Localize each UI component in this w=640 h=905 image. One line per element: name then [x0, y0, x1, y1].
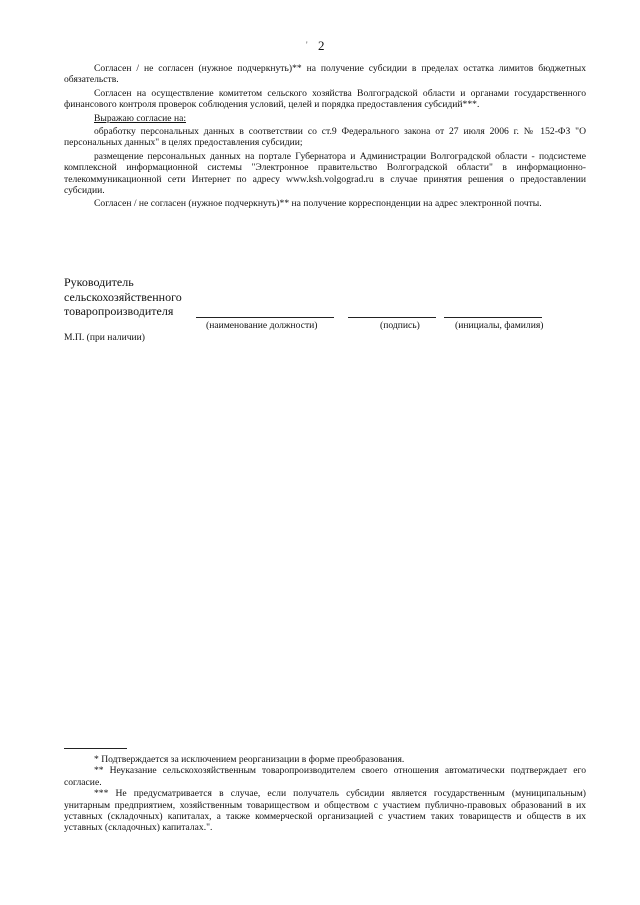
footnote-2: ** Неуказание сельскохозяйственным товаропроизводителем своего отношения автоматически подтверждает его согласие.	[64, 765, 586, 788]
page-mark: '	[306, 40, 308, 50]
personal-data-processing-paragraph: обработку персональных данных в соответствии со ст.9 Федерального закона от 27 июля 2006 г. № 152-ФЗ "О персональных данных" в целях предоставления субсидии;	[64, 126, 586, 149]
name-caption: (инициалы, фамилия)	[455, 320, 544, 331]
page-number: 2	[318, 38, 325, 53]
signer-title-line: сельскохозяйственного	[64, 289, 182, 304]
footnote-3: *** Не предусматривается в случае, если получатель субсидии является государственным (муниципальным) унитарным предприятием, хозяйственным товариществом и обществом с участием публично-правовых образований в их уставных (складочных) капиталах, а также коммерческой организацией с участием таких товариществ и обществ в их уставных (складочных) капиталах.".	[64, 788, 586, 834]
subsidy-consent-paragraph: Согласен / не согласен (нужное подчеркнуть)** на получение субсидии в пределах остатка лимитов бюджетных обязательств.	[64, 63, 586, 86]
name-signature-line	[444, 317, 542, 318]
signature-line	[348, 317, 436, 318]
signer-title-line: товаропроизводителя	[64, 304, 174, 318]
signer-title-line: Руководитель	[64, 275, 134, 289]
email-correspondence-paragraph: Согласен / не согласен (нужное подчеркнуть)** на получение корреспонденции на адрес электронной почты.	[94, 198, 542, 210]
footnote-1: * Подтверждается за исключением реорганизации в форме преобразования.	[94, 754, 405, 765]
seal-note: М.П. (при наличии)	[64, 332, 145, 343]
consent-label: Выражаю согласие на:	[94, 112, 187, 124]
position-caption: (наименование должности)	[206, 320, 318, 331]
footnotes	[64, 754, 586, 834]
footnote-divider	[64, 748, 127, 749]
signature-caption: (подпись)	[380, 320, 420, 331]
position-signature-line	[196, 317, 334, 318]
personal-data-publication-paragraph: размещение персональных данных на портале Губернатора и Администрации Волгоградской области - подсистеме комплексной информационной системы "Электронное правительство Волгоградской области" в информационно-телекоммуникационной сети Интернет по адресу www.ksh.volgograd.ru в случае принятия решения о предоставлении субсидии.	[64, 150, 586, 197]
consent-text	[64, 63, 586, 212]
signer-title	[64, 275, 182, 319]
inspection-consent-paragraph: Согласен на осуществление комитетом сельского хозяйства Волгоградской области и органами государственного финансового контроля проверок соблюдения условий, целей и порядка предоставления субсидий***.	[64, 87, 586, 111]
